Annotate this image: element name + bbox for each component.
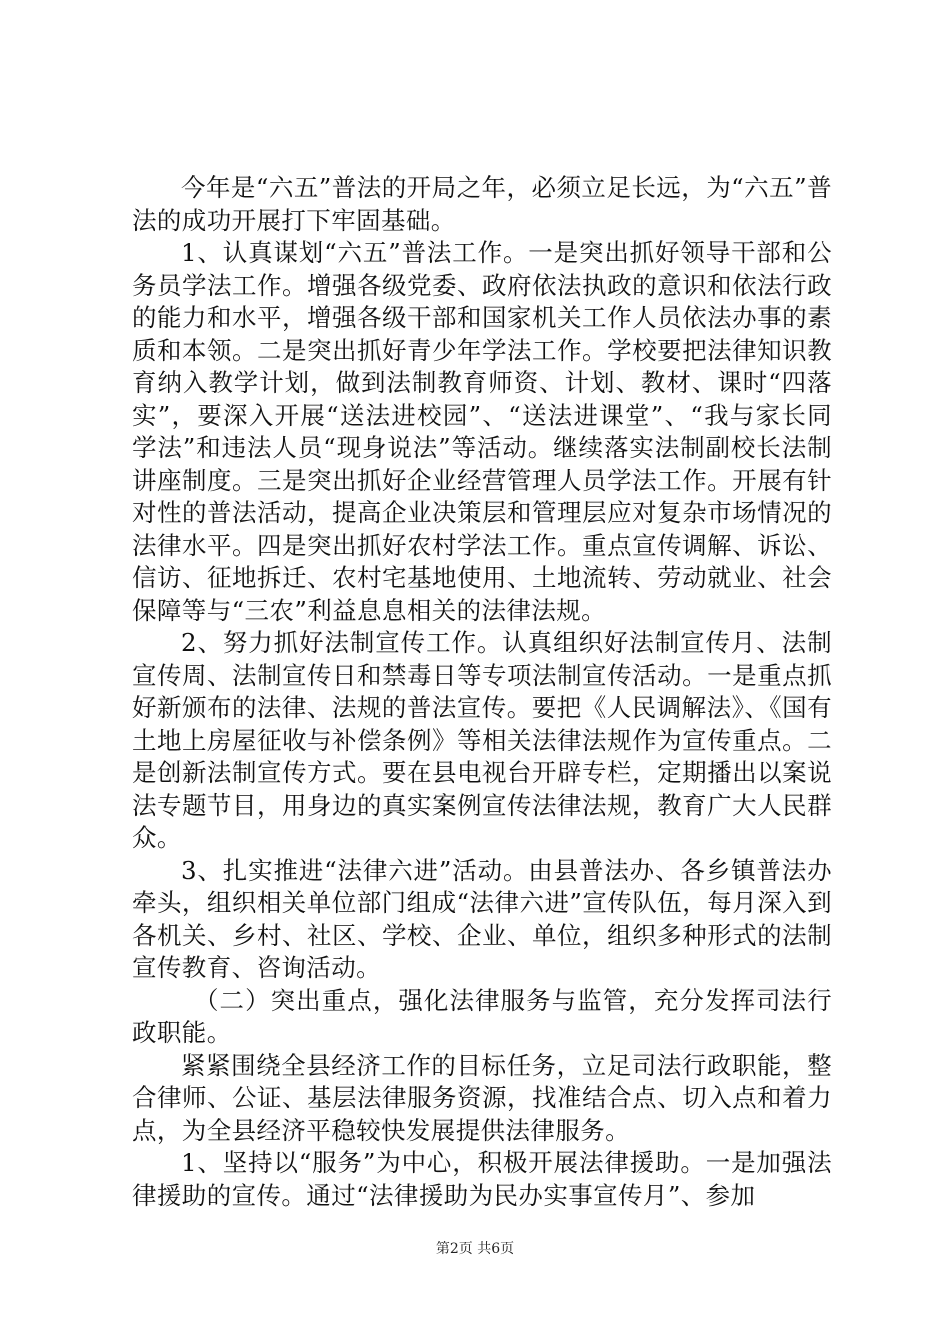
paragraph-item-2-publicity: 2、努力抓好法制宣传工作。认真组织好法制宣传月、法制宣传周、法制宣传日和禁毒日等专项法制宣传活动。一是重点抓好新颁布的法律、法规的普法宣传。要把《人民调解法》、《国有土地上房屋征收与补偿条例》等相关法律法规作为宣传重点。二是创新法制宣传方式。要在县电视台开辟专栏，定期播出以案说法专题节目，用身边的真实案例宣传法律法规，教育广大人民群众。 bbox=[132, 628, 832, 852]
paragraph-item-3-six-entries: 3、扎实推进“法律六进”活动。由县普法办、各乡镇普法办牵头，组织相关单位部门组成“法律六进”宣传队伍，每月深入到各机关、乡村、社区、学校、企业、单位，组织多种形式的法制宣传教育、咨询活动。 bbox=[132, 855, 832, 982]
section-heading-2: （二）突出重点，强化法律服务与监管，充分发挥司法行政职能。 bbox=[132, 985, 832, 1047]
paragraph-item-1-legal-aid: 1、坚持以“服务”为中心，积极开展法律援助。一是加强法律援助的宣传。通过“法律援助为民办实事宣传月”、参加 bbox=[132, 1148, 832, 1210]
paragraph-intro: 今年是“六五”普法的开局之年，必须立足长远，为“六五”普法的成功开展打下牢固基础。 bbox=[132, 173, 832, 235]
paragraph-section-2-intro: 紧紧围绕全县经济工作的目标任务，立足司法行政职能，整合律师、公证、基层法律服务资源，找准结合点、切入点和着力点，为全县经济平稳较快发展提供法律服务。 bbox=[132, 1050, 832, 1145]
document-body bbox=[132, 172, 832, 1212]
paragraph-item-1-plan: 1、认真谋划“六五”普法工作。一是突出抓好领导干部和公务员学法工作。增强各级党委、政府依法执政的意识和依法行政的能力和水平，增强各级干部和国家机关工作人员依法办事的素质和本领。二是突出抓好青少年学法工作。学校要把法律知识教育纳入教学计划，做到法制教育师资、计划、教材、课时“四落实”，要深入开展“送法进校园”、“送法进课堂”、“我与家长同学法”和违法人员“现身说法”等活动。继续落实法制副校长法制讲座制度。三是突出抓好企业经营管理人员学法工作。开展有针对性的普法活动，提高企业决策层和管理层应对复杂市场情况的法律水平。四是突出抓好农村学法工作。重点宣传调解、诉讼、信访、征地拆迁、农村宅基地使用、土地流转、劳动就业、社会保障等与“三农”利益息息相关的法律法规。 bbox=[132, 238, 832, 625]
page-number-footer: 第2页 共6页 bbox=[435, 1241, 515, 1257]
